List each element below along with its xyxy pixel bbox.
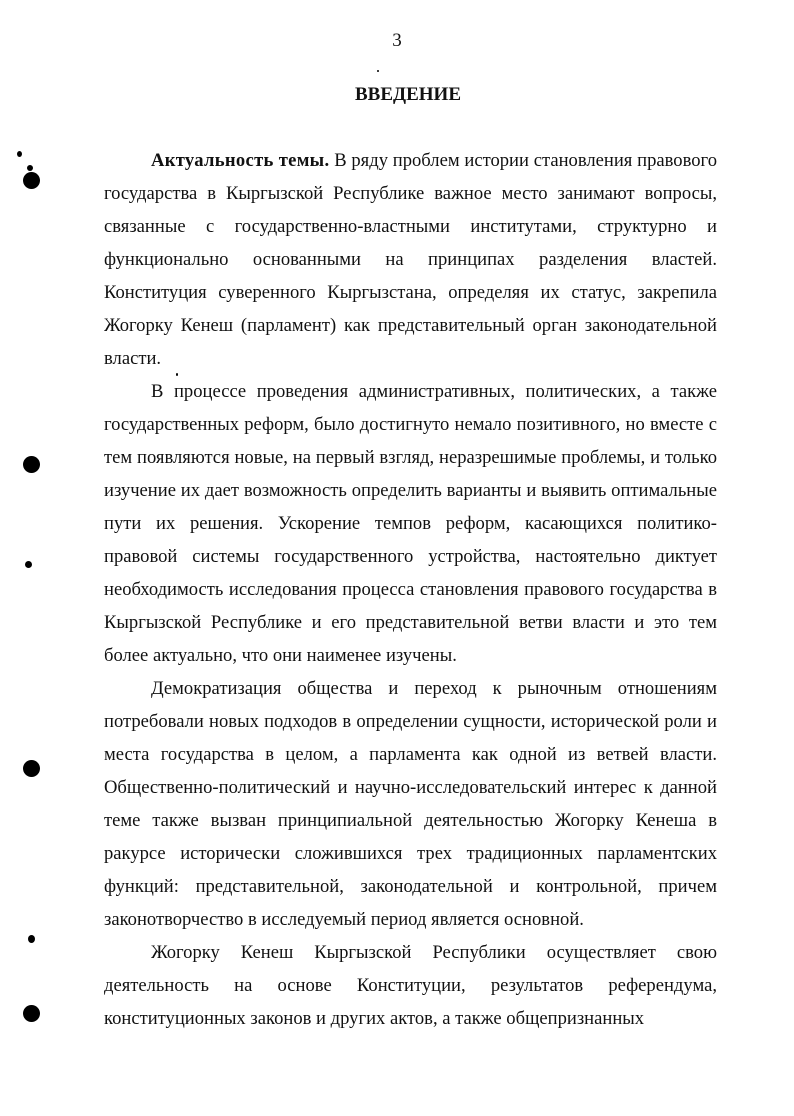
punch-hole (23, 456, 40, 473)
scan-speck (25, 561, 32, 568)
paragraph-lead: Актуальность темы. (151, 150, 330, 171)
paragraph-text: В ряду проблем истории становления правового государства в Кыргызской Республике важное место занимают вопросы, связанные с государственно-властными институтами, структурно и функционально основанными на принципах разделения властей. Конституция суверенного Кыргызстана, определяя их статус, закрепила Жогорку Кенеш (парламент) как представительный орган законодательной власти. (104, 150, 717, 369)
scan-speck (28, 935, 35, 943)
body-text (104, 144, 717, 1035)
paragraph-relevance (104, 144, 717, 375)
paragraph-jogorku-kenesh: Жогорку Кенеш Кыргызской Республики осуществляет свою деятельность на основе Конституции, результатов референдума, конституционных законов и других актов, а также общепризнанных (104, 942, 717, 1029)
punch-hole (23, 1005, 40, 1022)
scan-speck (377, 70, 379, 72)
scan-speck (17, 151, 22, 157)
punch-hole (23, 172, 40, 189)
page-number: 3 (392, 30, 402, 51)
paragraph-democratization: Демократизация общества и переход к рыночным отношениям потребовали новых подходов в определении сущности, исторической роли и места государства в целом, а парламента как одной из ветвей власти. Общественно-политический и научно-исследовательский интерес к данной теме также вызван принципиальной деятельностью Жогорку Кенеша в ракурсе исторически сложившихся трех традиционных парламентских функций: представительной, законодательной и контрольной, причем законотворчество в исследуемый период является основной. (104, 678, 717, 930)
paragraph-reforms: В процессе проведения административных, политических, а также государственных реформ, было достигнуто немало позитивного, но вместе с тем появляются новые, на первый взгляд, неразрешимые проблемы, и только изучение их дает возможность определить варианты и выявить оптимальные пути их решения. Ускорение темпов реформ, касающихся политико-правовой системы государственного устройства, настоятельно диктует необходимость исследования процесса становления правового государства в Кыргызской Республике и его представительной ветви власти и это тем более актуально, что они наименее изучены. (104, 381, 717, 666)
scan-speck (27, 165, 33, 171)
punch-hole (23, 760, 40, 777)
scan-speck (176, 373, 178, 376)
section-heading: ВВЕДЕНИЕ (355, 84, 461, 105)
